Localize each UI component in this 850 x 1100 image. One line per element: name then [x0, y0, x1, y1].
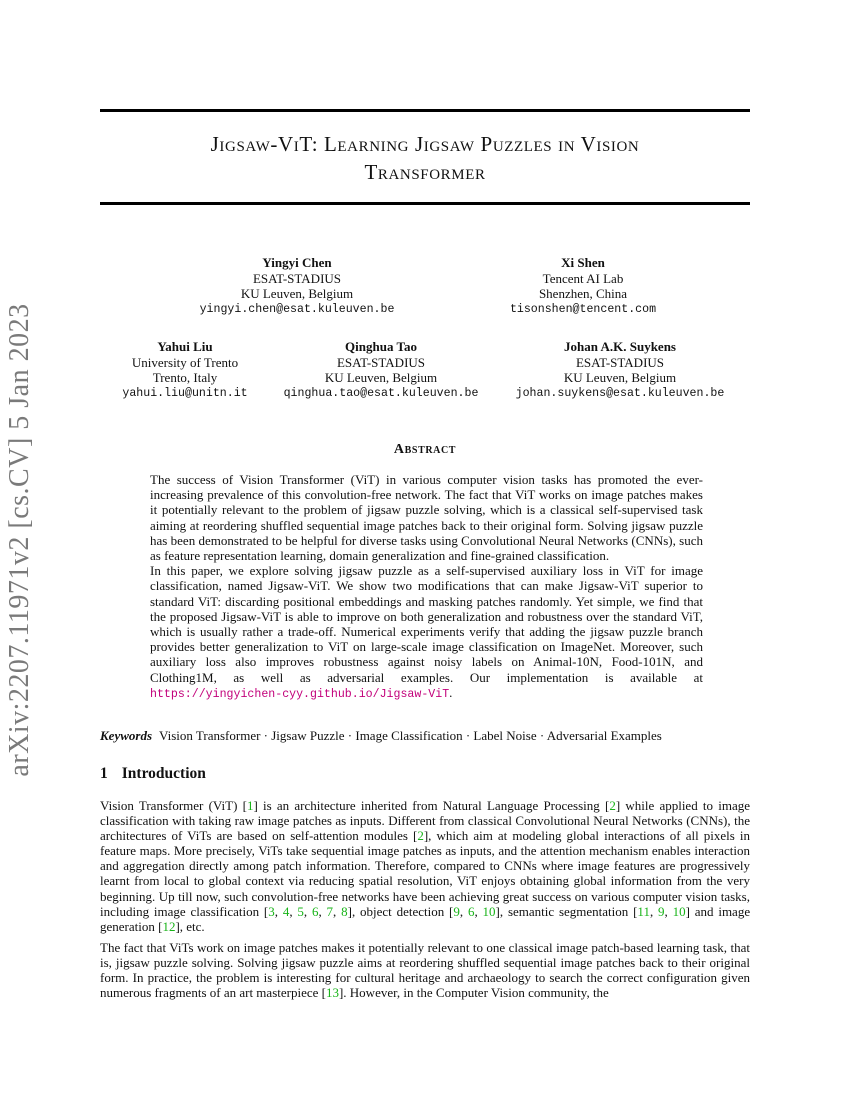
- paper-title-line-1: Jigsaw-ViT: Learning Jigsaw Puzzles in Vision: [210, 132, 640, 156]
- citation-link[interactable]: 2: [417, 828, 424, 844]
- author-name: Yingyi Chen: [262, 255, 332, 270]
- citation-link[interactable]: 6: [311, 903, 319, 919]
- author-affiliation: Tencent AI Lab: [542, 270, 624, 286]
- paragraph-text: The fact that ViTs work on image patches makes it potentially relevant to one classical image patch-based learning task, that is, jigsaw puzzle solving. Solving jigsaw puzzle aims at reordering shuffled sequential image patches back to their original form. In practice, the problem is interesting for cultural heritage and archaeology to search the correct configuration given numerous fragments of an art masterpiece [: [100, 939, 750, 1001]
- paragraph-text: ] while applied to image classification with taking raw image patches as inputs. Different from classical Convolutional Neural Networks (CNNs), the architectures of ViTs are based on self-attention modules [: [100, 798, 750, 844]
- paragraph-text: ,: [649, 903, 659, 919]
- paragraph-text: ,: [664, 903, 673, 919]
- paragraph-text: ], semantic segmentation [: [495, 903, 638, 919]
- citation-link[interactable]: 10: [672, 903, 686, 919]
- citation-link[interactable]: 10: [482, 903, 496, 919]
- abstract-paragraph-2: [150, 563, 703, 702]
- paragraph-text: ,: [289, 903, 298, 919]
- author-location: KU Leuven, Belgium: [563, 370, 677, 385]
- paper-title-line-2: Transformer: [364, 160, 486, 184]
- paragraph-text: ]. However, in the Computer Vision community, the: [338, 985, 609, 1001]
- author-block: [478, 255, 688, 317]
- citation-link[interactable]: 6: [467, 903, 475, 919]
- citation-link[interactable]: 9: [453, 903, 460, 919]
- author-email[interactable]: johan.suykens@esat.kuleuven.be: [515, 386, 725, 400]
- section-heading-introduction: [100, 765, 750, 783]
- author-affiliation: ESAT-STADIUS: [575, 354, 665, 370]
- citation-link[interactable]: 12: [162, 918, 176, 934]
- author-block: [276, 339, 486, 401]
- abstract-heading: Abstract: [393, 442, 457, 457]
- paragraph-text: ], object detection [: [347, 903, 454, 919]
- citation-link[interactable]: 4: [282, 903, 290, 919]
- citation-link[interactable]: 9: [658, 903, 665, 919]
- keywords-label: Keywords: [100, 728, 152, 743]
- citation-link[interactable]: 8: [341, 903, 348, 919]
- author-affiliation: ESAT-STADIUS: [252, 270, 342, 286]
- project-link[interactable]: https://yingyichen-cyy.github.io/Jigsaw-ViT: [150, 687, 450, 701]
- author-block: [197, 255, 397, 317]
- paragraph-text: ,: [333, 903, 342, 919]
- author-email[interactable]: yingyi.chen@esat.kuleuven.be: [199, 302, 395, 316]
- paragraph-text: ,: [274, 903, 283, 919]
- author-location: Trento, Italy: [152, 370, 218, 385]
- author-name: Xi Shen: [561, 255, 605, 270]
- citation-link[interactable]: 7: [326, 903, 334, 919]
- title-top-rule: [100, 109, 750, 112]
- paragraph-text: Vision Transformer (ViT) [: [100, 798, 247, 813]
- author-block: [505, 339, 735, 401]
- author-block: [105, 339, 265, 401]
- arxiv-identifier-text: arXiv:2207.11971v2 [cs.CV] 5 Jan 2023: [4, 303, 35, 777]
- author-location: KU Leuven, Belgium: [240, 286, 354, 301]
- author-name: Yahui Liu: [157, 339, 213, 354]
- introduction-paragraph-2: [100, 940, 750, 1000]
- keywords-text: Vision Transformer · Jigsaw Puzzle · Image Classification · Label Noise · Adversarial Examples: [159, 728, 662, 743]
- paragraph-text: ,: [303, 903, 312, 919]
- section-title: Introduction: [121, 765, 206, 782]
- abstract-end-punctuation: .: [449, 684, 453, 700]
- citation-link[interactable]: 13: [325, 985, 339, 1001]
- abstract-paragraph-1: The success of Vision Transformer (ViT) in various computer vision tasks has promoted the ever-increasing prevalence of this convolution-free network. The fact that ViT works on image patches makes it potentially relevant to the problem of jigsaw puzzle solving, which is a classical self-supervised task aiming at reordering shuffled sequential image patches back to their original form. Solving jigsaw puzzle has been demonstrated to be helpful for diverse tasks using Convolutional Neural Networks (CNNs), such as feature representation learning, domain generalization and fine-grained classification.: [150, 472, 703, 564]
- abstract-paragraph-2-text: In this paper, we explore solving jigsaw puzzle as a self-supervised auxiliary loss in ViT for image classification, named Jigsaw-ViT. We show two modifications that can make Jigsaw-ViT superior to standard ViT: discarding positional embeddings and masking patches randomly. Yet simple, we find that the proposed Jigsaw-ViT is able to improve on both generalization and robustness over the standard ViT, which is usually rather a trade-off. Numerical experiments verify that adding the jigsaw puzzle branch provides better generalization to ViT on large-scale image classification on ImageNet. Moreover, such auxiliary loss also improves robustness against noisy labels on Animal-10N, Food-101N, and Clothing1M, as well as adversarial examples. Our implementation is available at: [150, 563, 703, 685]
- paragraph-text: ,: [459, 903, 468, 919]
- paper-title: [100, 130, 750, 186]
- paragraph-text: ] and image generation [: [100, 903, 751, 934]
- paragraph-text: ], etc.: [175, 918, 205, 934]
- author-location: Shenzhen, China: [538, 286, 628, 301]
- paragraph-text: ,: [318, 903, 327, 919]
- citation-link[interactable]: 3: [268, 903, 275, 919]
- introduction-body: [100, 798, 750, 1006]
- author-affiliation: ESAT-STADIUS: [336, 354, 426, 370]
- author-name: Johan A.K. Suykens: [564, 339, 676, 354]
- introduction-paragraph-1: [100, 798, 750, 934]
- paragraph-text: ,: [474, 903, 483, 919]
- citation-link[interactable]: 11: [637, 903, 650, 919]
- author-email[interactable]: yahui.liu@unitn.it: [122, 386, 248, 400]
- section-number: 1: [100, 765, 108, 782]
- citation-link[interactable]: 5: [297, 903, 304, 919]
- author-email[interactable]: tisonshen@tencent.com: [509, 302, 657, 316]
- citation-link[interactable]: 1: [246, 798, 254, 813]
- paragraph-text: ] is an architecture inherited from Natural Language Processing [: [253, 798, 610, 813]
- keywords-line: [100, 728, 750, 744]
- title-bottom-rule: [100, 202, 750, 205]
- author-email[interactable]: qinghua.tao@esat.kuleuven.be: [283, 386, 479, 400]
- citation-link[interactable]: 2: [609, 798, 616, 813]
- author-affiliation: University of Trento: [131, 354, 239, 370]
- author-location: KU Leuven, Belgium: [324, 370, 438, 385]
- paragraph-text: ], which aim at modeling global interactions of all pixels in feature maps. More precisely, ViTs take sequential image patches as inputs, and the attention mechanism enables interaction and aggregation directly among patch information. Therefore, compared to CNNs where image features are progressively learnt from local to global context via reducing spatial resolution, ViT enjoys obtaining global information from the very beginning. Up till now, such convolution-free networks have been achieving great success on various computer vision tasks, including image classification [: [100, 828, 750, 919]
- author-name: Qinghua Tao: [345, 339, 417, 354]
- abstract-body: [150, 472, 703, 702]
